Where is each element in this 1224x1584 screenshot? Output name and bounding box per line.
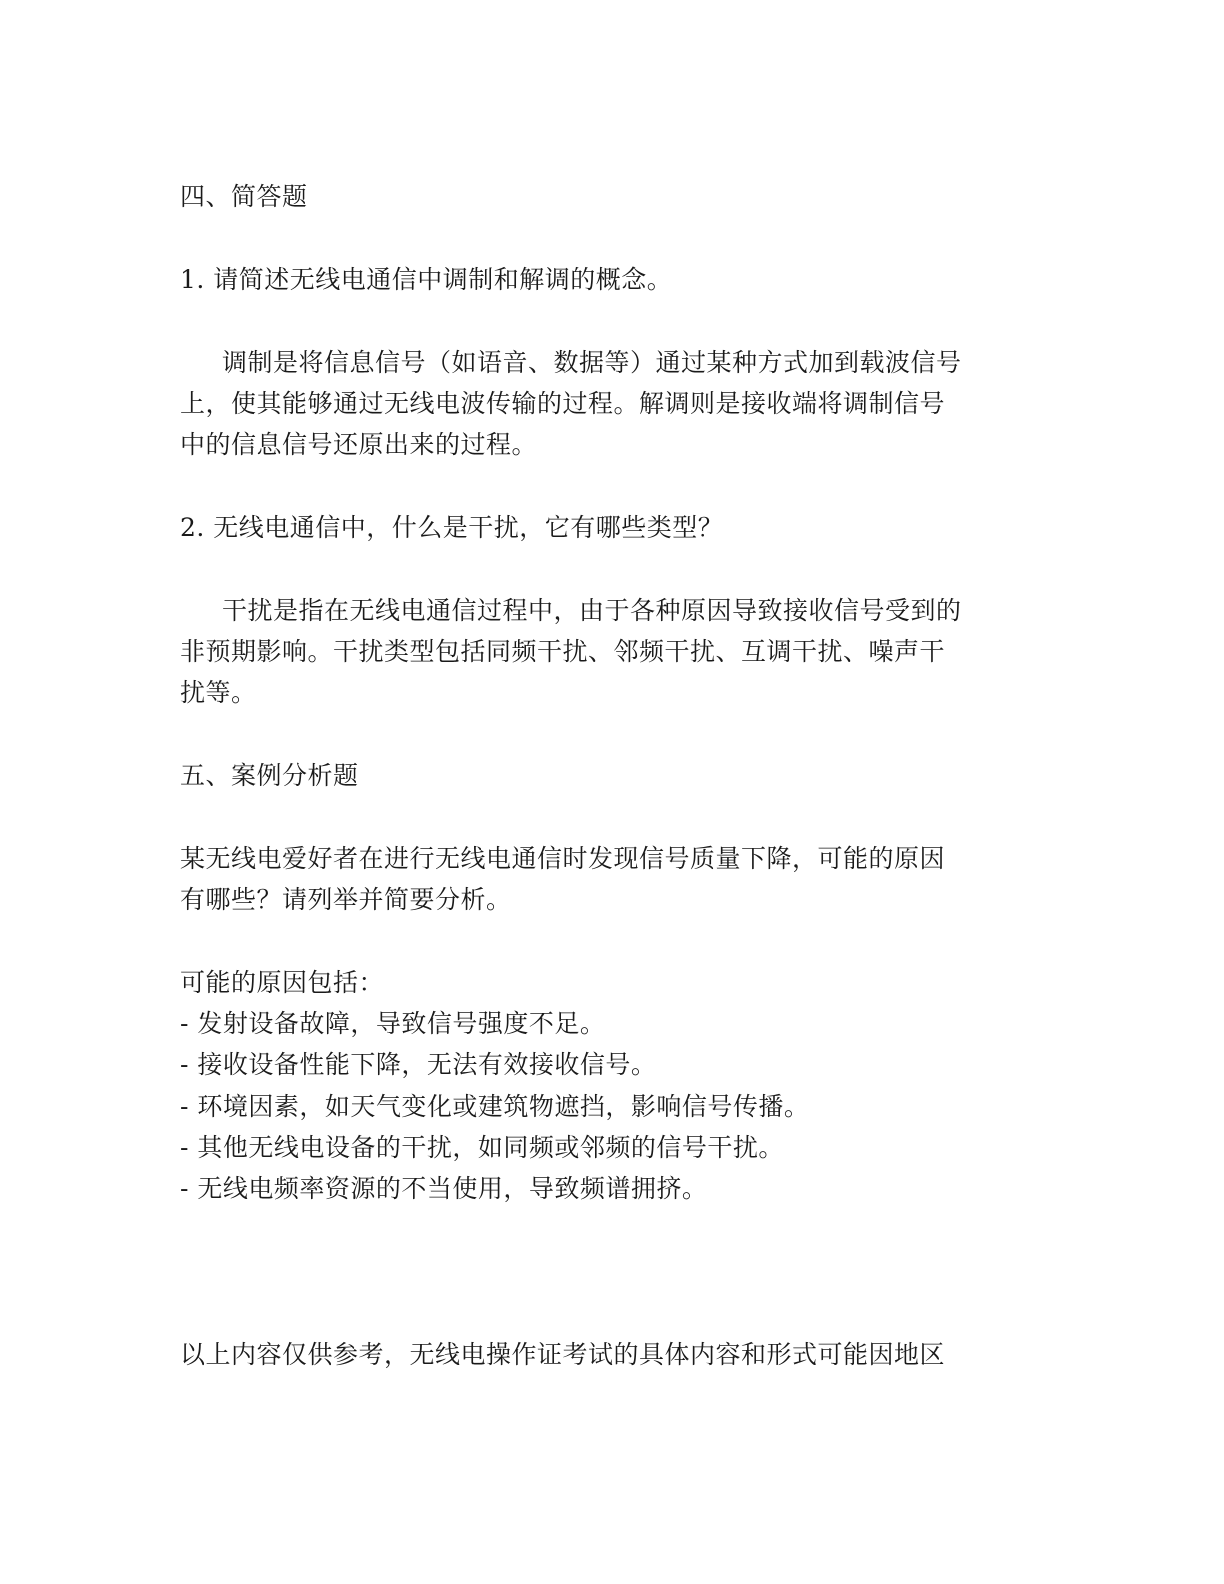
reason-item-3: - 环境因素，如天气变化或建筑物遮挡，影响信号传播。 bbox=[180, 1092, 810, 1121]
footer-note: 以上内容仅供参考，无线电操作证考试的具体内容和形式可能因地区 bbox=[180, 1340, 946, 1369]
answer-2-line-3: 扰等。 bbox=[180, 678, 257, 707]
reason-item-5: - 无线电频率资源的不当使用，导致频谱拥挤。 bbox=[180, 1174, 708, 1203]
answer-intro: 可能的原因包括： bbox=[180, 968, 385, 997]
question-1: 1. 请简述无线电通信中调制和解调的概念。 bbox=[180, 265, 673, 294]
reason-item-1: - 发射设备故障，导致信号强度不足。 bbox=[180, 1009, 606, 1038]
answer-1-line-3: 中的信息信号还原出来的过程。 bbox=[180, 430, 538, 459]
question-2: 2. 无线电通信中，什么是干扰，它有哪些类型？ bbox=[180, 513, 724, 542]
case-line-2: 有哪些？请列举并简要分析。 bbox=[180, 885, 512, 914]
answer-2-line-1: 干扰是指在无线电通信过程中，由于各种原因导致接收信号受到的 bbox=[222, 596, 962, 625]
section-4-heading: 四、简答题 bbox=[180, 182, 308, 211]
section-5-heading: 五、案例分析题 bbox=[180, 761, 359, 790]
answer-2-line-2: 非预期影响。干扰类型包括同频干扰、邻频干扰、互调干扰、噪声干 bbox=[180, 637, 946, 666]
answer-1-line-2: 上，使其能够通过无线电波传输的过程。解调则是接收端将调制信号 bbox=[180, 389, 946, 418]
reason-item-2: - 接收设备性能下降，无法有效接收信号。 bbox=[180, 1050, 657, 1079]
case-line-1: 某无线电爱好者在进行无线电通信时发现信号质量下降，可能的原因 bbox=[180, 844, 946, 873]
reason-item-4: - 其他无线电设备的干扰，如同频或邻频的信号干扰。 bbox=[180, 1133, 784, 1162]
answer-1-line-1: 调制是将信息信号（如语音、数据等）通过某种方式加到载波信号 bbox=[222, 348, 962, 377]
